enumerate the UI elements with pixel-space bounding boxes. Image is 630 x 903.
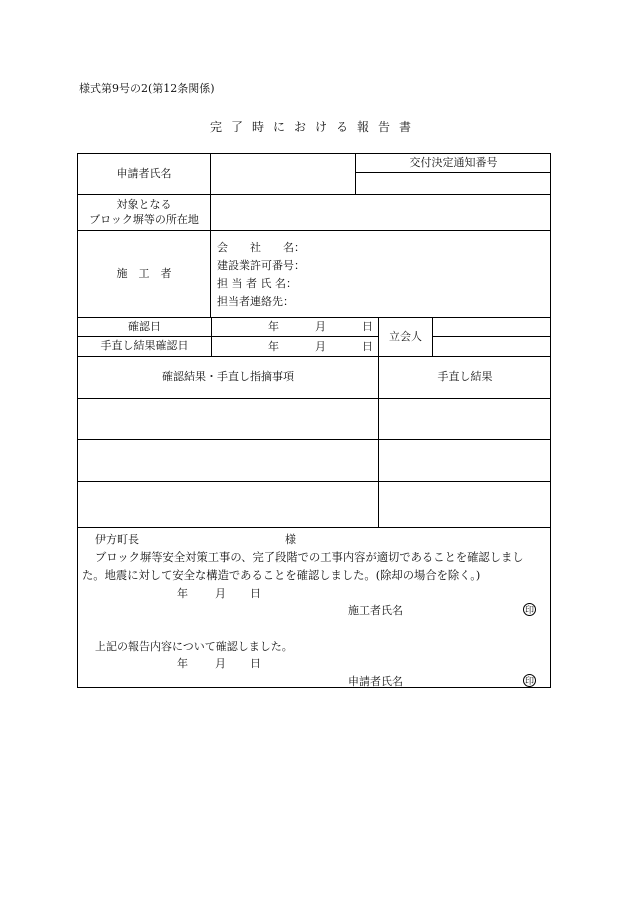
location-field[interactable] [211,195,551,230]
recheck-date-year: 年 [268,340,279,353]
witness-field-2[interactable] [433,337,551,356]
company-name-label: 会 社 名： [217,241,305,254]
fix-result-field[interactable] [379,482,551,527]
contact-label: 担当者連絡先： [217,295,294,308]
finding-field[interactable] [78,399,378,439]
finding-field[interactable] [78,482,378,527]
contractor-seal: 印 [523,603,536,616]
contractor-name-label: 施工者氏名 [348,604,403,617]
location-label-line2: ブロック塀等の所在地 [89,212,199,226]
witness-field-1[interactable] [433,318,551,336]
confirm-date-year: 年 [268,320,279,333]
notice-number-label: 交付決定通知番号 [409,155,498,169]
confirm-date-label: 確認日 [128,319,161,333]
honorific: 様 [285,533,296,546]
applicant-name-field[interactable] [211,154,355,194]
row-divider [78,527,551,528]
license-number-label: 建設業許可番号： [217,259,305,272]
confirm-date-month: 月 [215,657,226,670]
confirm-statement: 上記の報告内容について確認しました。 [95,640,293,653]
location-label [78,195,210,230]
report-date-month: 月 [215,587,226,600]
statement-line-2: た。地震に対して安全な構造であることを確認しました。(除却の場合を除く。) [82,569,481,582]
fix-result-field[interactable] [379,399,551,439]
confirm-date-year: 年 [177,657,188,670]
recheck-date-day: 日 [362,340,373,353]
contractor-label: 施 工 者 [116,266,172,280]
recheck-date-month: 月 [315,340,326,353]
fix-result-header: 手直し結果 [437,370,493,384]
fix-result-field[interactable] [379,440,551,481]
applicant-name-label: 申請者氏名 [116,166,172,180]
person-in-charge-label: 担 当 者 氏 名： [217,277,297,290]
report-date-day: 日 [250,587,261,600]
applicant-name-sign-label: 申請者氏名 [348,675,403,688]
date-column-divider [211,317,212,356]
notice-number-field[interactable] [356,173,551,194]
witness-label: 立会人 [389,329,422,343]
confirm-date-day: 日 [362,320,373,333]
confirm-date-day: 日 [250,657,261,670]
finding-field[interactable] [78,440,378,481]
confirm-date-month: 月 [315,320,326,333]
addressee: 伊方町長 [95,533,139,546]
page-title: 完了時における報告書 [209,120,420,134]
location-label-line1: 対象となる [116,197,172,211]
findings-header: 確認結果・手直し指摘事項 [162,370,294,384]
statement-line-1: ブロック塀等安全対策工事の、完了段階での工事内容が適切であることを確認しまし [95,551,524,564]
form-number: 様式第9号の2(第12条関係) [79,82,215,95]
report-form [77,153,551,688]
report-date-year: 年 [177,587,188,600]
applicant-seal: 印 [523,674,536,687]
recheck-date-label: 手直し結果確認日 [100,339,189,353]
